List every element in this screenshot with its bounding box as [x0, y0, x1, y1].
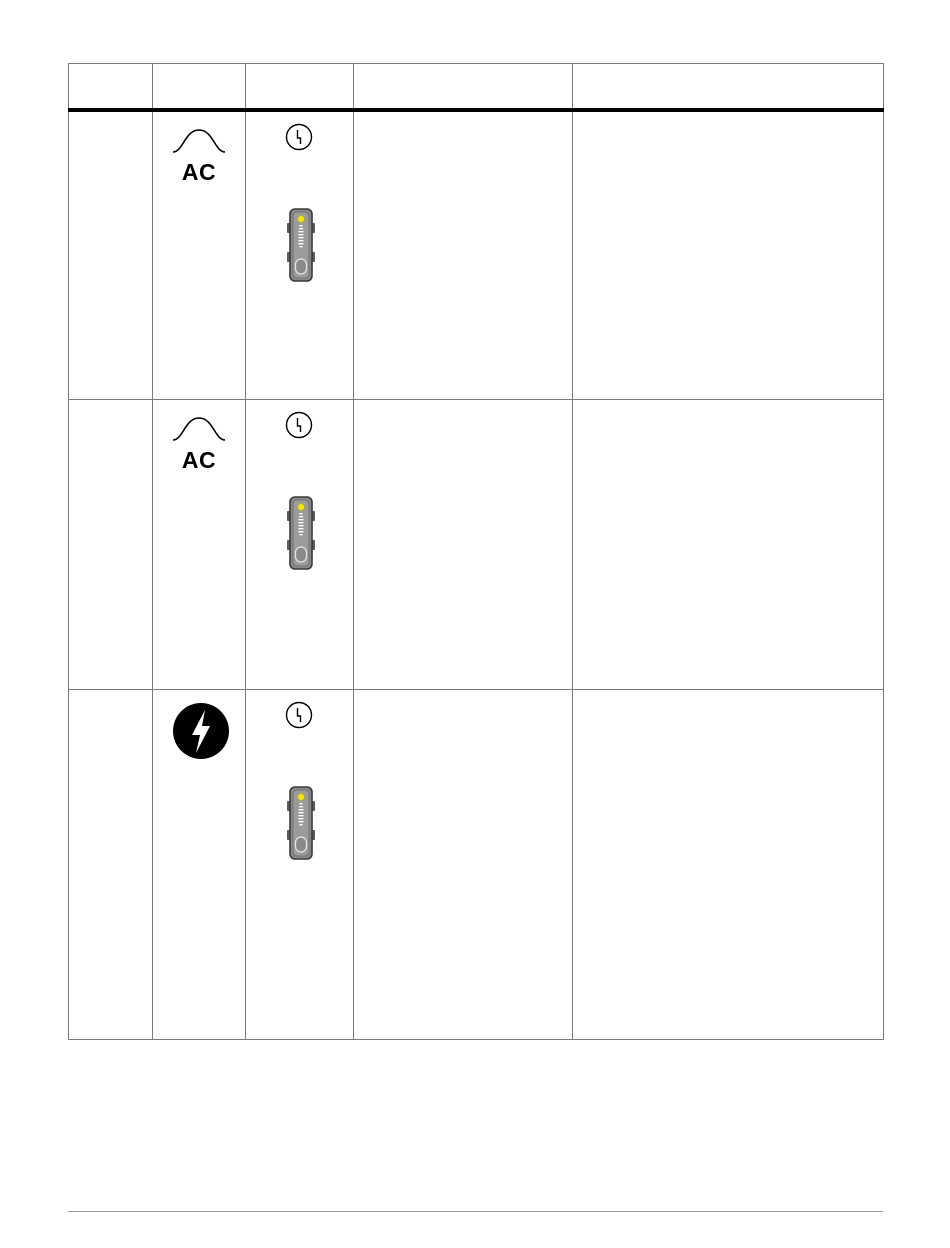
description-cell [354, 110, 573, 400]
description-cell [354, 399, 573, 689]
row-cell-empty [69, 110, 153, 400]
table-row [69, 399, 884, 689]
status-cell [246, 110, 354, 400]
power-source-cell [153, 689, 246, 1039]
header-cell-2 [153, 64, 246, 110]
power-source-cell [153, 399, 246, 689]
description-cell [354, 689, 573, 1039]
header-cell-1 [69, 64, 153, 110]
power-source-cell [153, 110, 246, 400]
notes-cell [573, 110, 884, 400]
table-row [69, 110, 884, 400]
status-cell [246, 399, 354, 689]
status-table [68, 63, 884, 1040]
ac-label: AC [181, 446, 217, 473]
ac-label: AC [181, 158, 217, 185]
header-cell-4 [354, 64, 573, 110]
device-led-icon [287, 208, 315, 287]
notes-cell [573, 689, 884, 1039]
table-row [69, 689, 884, 1039]
header-cell-3 [246, 64, 354, 110]
header-row [69, 64, 884, 110]
footer-divider [68, 1211, 883, 1212]
small-bolt-circle-icon [285, 123, 313, 156]
row-cell-empty [69, 399, 153, 689]
small-bolt-circle-icon [285, 701, 313, 734]
small-bolt-circle-icon [285, 411, 313, 444]
row-cell-empty [69, 689, 153, 1039]
device-led-icon [287, 496, 315, 575]
header-cell-5 [573, 64, 884, 110]
lightning-bolt-circle-icon [172, 702, 230, 765]
device-led-icon [287, 786, 315, 865]
status-cell [246, 689, 354, 1039]
notes-cell [573, 399, 884, 689]
